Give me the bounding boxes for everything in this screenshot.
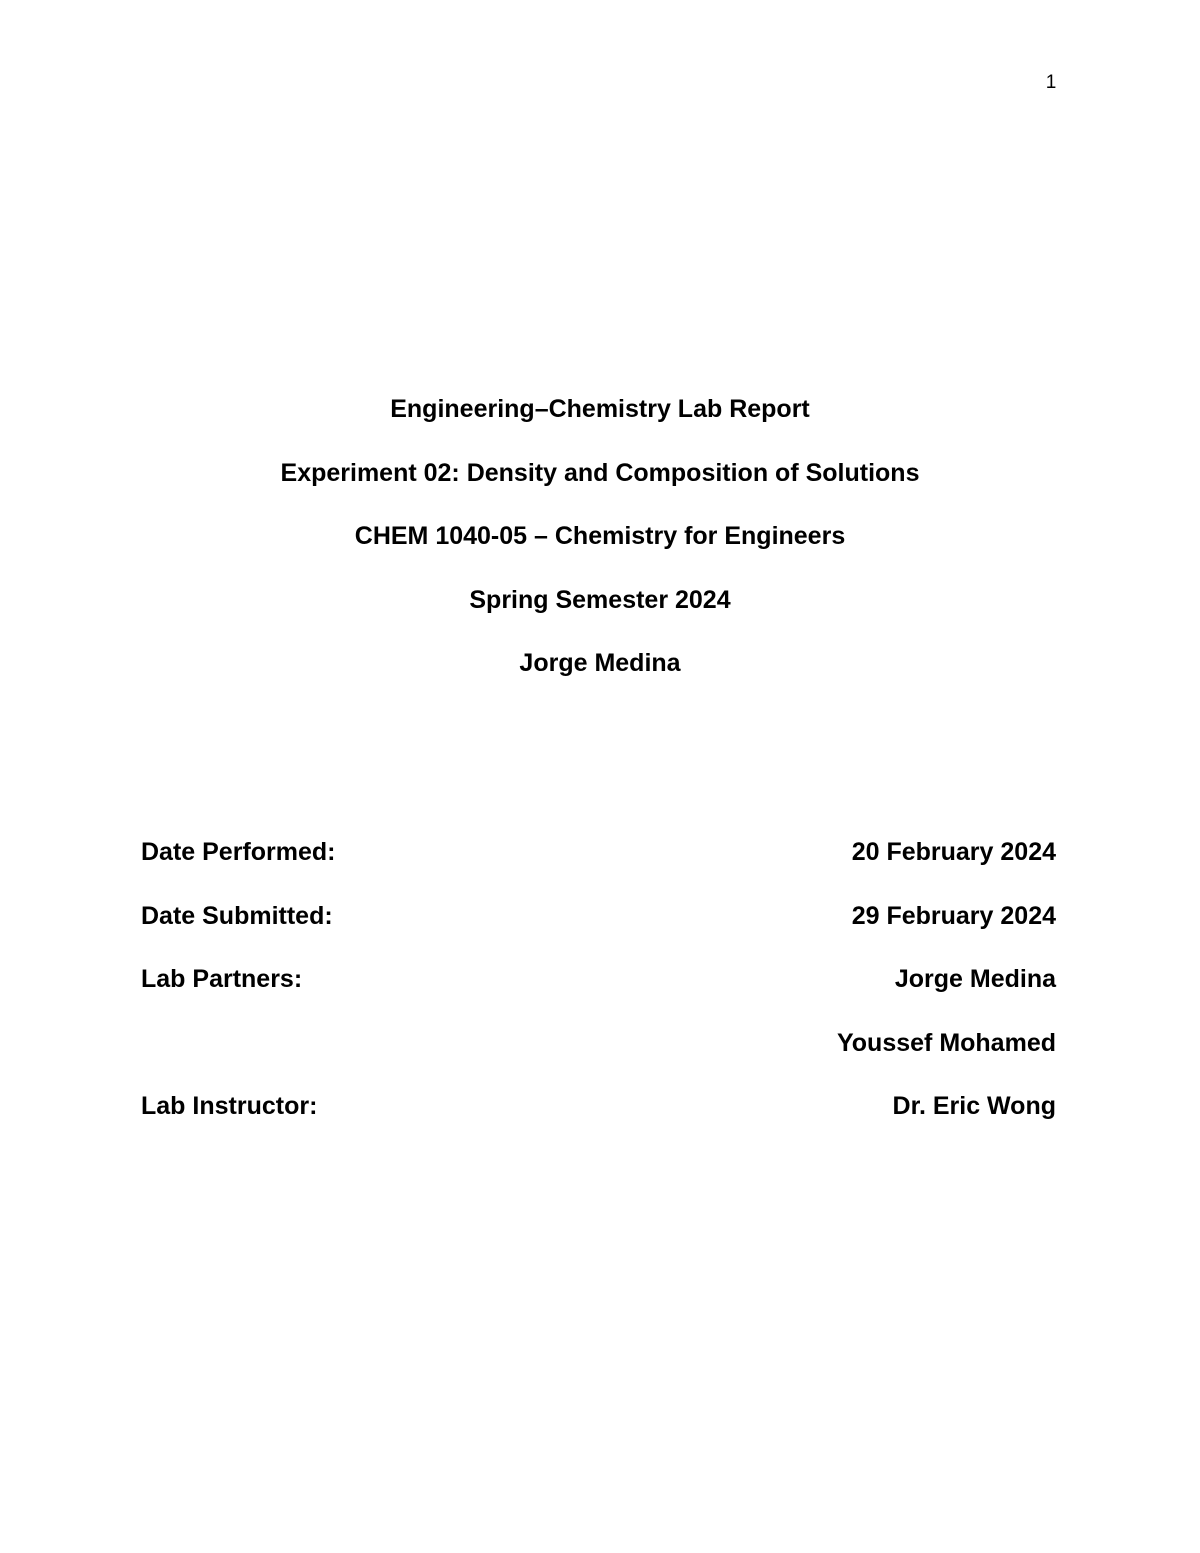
date-performed-label: Date Performed: xyxy=(141,838,336,866)
lab-partners-continued-row xyxy=(141,1027,1056,1059)
title-block xyxy=(0,393,1200,711)
lab-instructor-row xyxy=(141,1090,1056,1122)
date-submitted-label: Date Submitted: xyxy=(141,901,333,930)
lab-partner-2: Youssef Mohamed xyxy=(836,1028,1056,1057)
report-info xyxy=(141,836,1056,1154)
semester: Spring Semester 2024 xyxy=(469,585,731,614)
date-performed-value: 20 February 2024 xyxy=(851,838,1056,866)
experiment-title: Experiment 02: Density and Composition of Solutions xyxy=(280,458,920,487)
lab-instructor-label: Lab Instructor: xyxy=(141,1092,318,1120)
lab-partners-label: Lab Partners: xyxy=(141,965,303,993)
date-performed-row xyxy=(141,836,1056,868)
lab-instructor-value: Dr. Eric Wong xyxy=(892,1092,1056,1120)
page-number: 1 xyxy=(1045,72,1057,93)
date-submitted-value: 29 February 2024 xyxy=(851,901,1056,930)
author-name: Jorge Medina xyxy=(519,649,681,677)
lab-partner-1: Jorge Medina xyxy=(894,965,1056,993)
date-submitted-row xyxy=(141,900,1056,932)
course-name: CHEM 1040-05 – Chemistry for Engineers xyxy=(354,522,846,550)
lab-partners-row xyxy=(141,963,1056,995)
report-title: Engineering–Chemistry Lab Report xyxy=(390,395,810,423)
